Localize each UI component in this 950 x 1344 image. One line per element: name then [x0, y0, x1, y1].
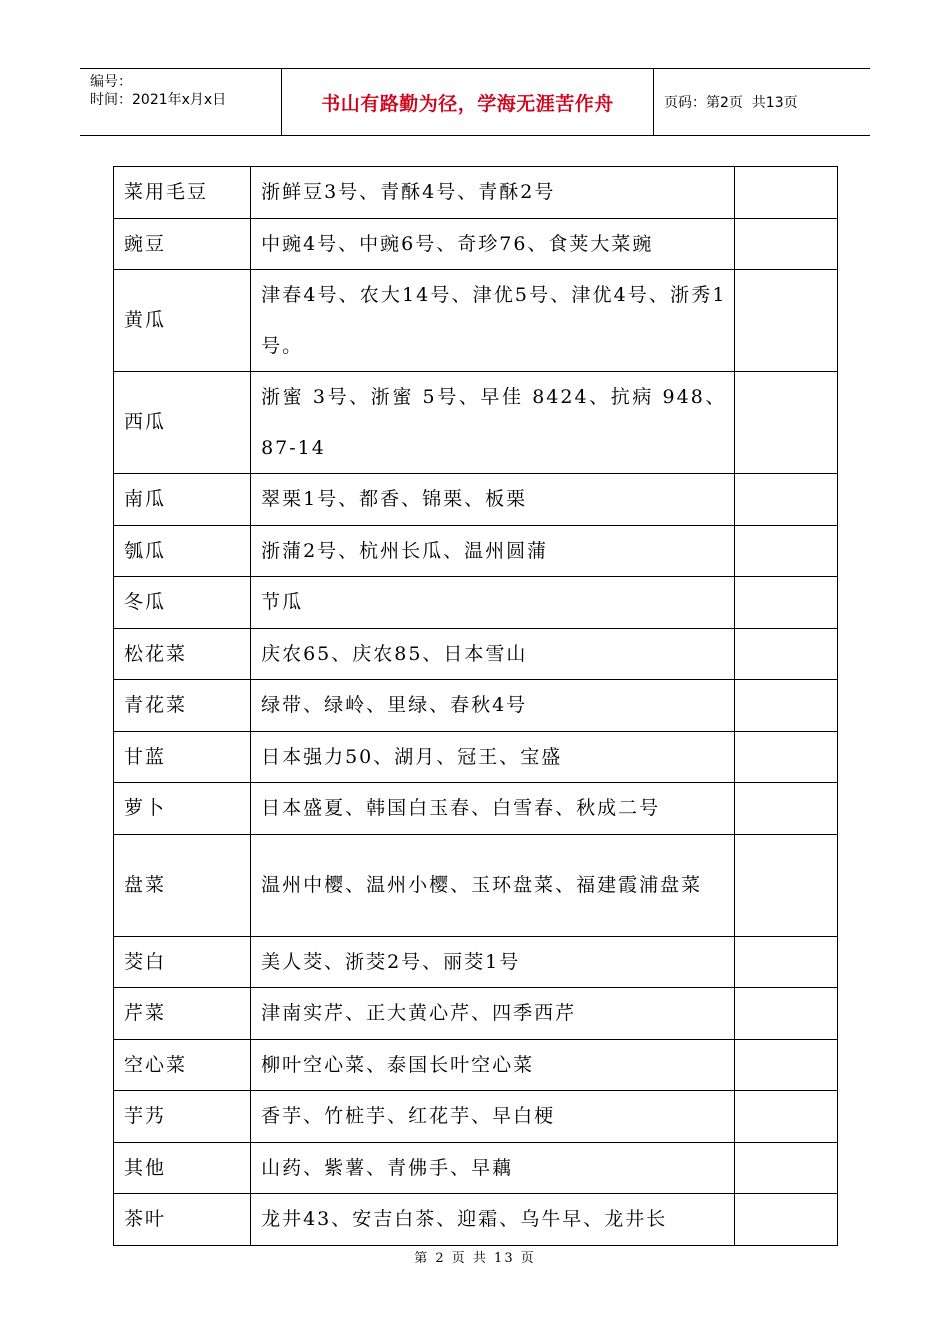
note-cell — [735, 218, 838, 270]
note-cell — [735, 1039, 838, 1091]
table-row — [114, 474, 838, 526]
table-row — [114, 936, 838, 988]
varieties-cell: 香芋、竹桩芋、红花芋、早白梗 — [251, 1091, 735, 1143]
note-cell — [735, 525, 838, 577]
note-cell — [735, 372, 838, 474]
varieties-cell: 庆农65、庆农85、日本雪山 — [251, 628, 735, 680]
crop-name-cell: 菜用毛豆 — [114, 167, 251, 219]
varieties-cell: 翠栗1号、都香、锦栗、板栗 — [251, 474, 735, 526]
varieties-cell: 浙蒲2号、杭州长瓜、温州圆蒲 — [251, 525, 735, 577]
header-page-info — [654, 69, 870, 135]
document-number-label: 编号： — [90, 74, 132, 90]
crop-name-cell: 南瓜 — [114, 474, 251, 526]
variety-table-body — [114, 167, 838, 1246]
crop-name-cell: 瓠瓜 — [114, 525, 251, 577]
table-row — [114, 680, 838, 732]
page-footer: 第 2 页 共 13 页 — [414, 1251, 536, 1266]
table-row — [114, 218, 838, 270]
varieties-cell: 美人茭、浙茭2号、丽茭1号 — [251, 936, 735, 988]
table-row — [114, 834, 838, 936]
crop-name-cell: 芹菜 — [114, 988, 251, 1040]
note-cell — [735, 1194, 838, 1246]
varieties-cell: 津南实芹、正大黄心芹、四季西芹 — [251, 988, 735, 1040]
crop-name-cell: 豌豆 — [114, 218, 251, 270]
crop-name-cell: 松花菜 — [114, 628, 251, 680]
note-cell — [735, 936, 838, 988]
note-cell — [735, 1091, 838, 1143]
note-cell — [735, 1142, 838, 1194]
table-row — [114, 1039, 838, 1091]
table-row — [114, 628, 838, 680]
varieties-cell: 山药、紫薯、青佛手、早藕 — [251, 1142, 735, 1194]
table-row — [114, 783, 838, 835]
document-date-label: 时间：2021年x月x日 — [90, 92, 227, 108]
header-meta — [80, 69, 282, 135]
crop-name-cell: 盘菜 — [114, 834, 251, 936]
table-row — [114, 525, 838, 577]
varieties-cell: 龙井43、安吉白茶、迎霜、乌牛早、龙井长 — [251, 1194, 735, 1246]
note-cell — [735, 577, 838, 629]
note-cell — [735, 167, 838, 219]
varieties-cell: 绿带、绿岭、里绿、春秋4号 — [251, 680, 735, 732]
table-row — [114, 1091, 838, 1143]
crop-name-cell: 甘蓝 — [114, 731, 251, 783]
varieties-cell: 中豌4号、中豌6号、奇珍76、食荚大菜豌 — [251, 218, 735, 270]
note-cell — [735, 628, 838, 680]
table-row — [114, 988, 838, 1040]
crop-name-cell: 萝卜 — [114, 783, 251, 835]
crop-name-cell: 茶叶 — [114, 1194, 251, 1246]
varieties-cell: 浙鲜豆3号、青酥4号、青酥2号 — [251, 167, 735, 219]
varieties-cell: 日本盛夏、韩国白玉春、白雪春、秋成二号 — [251, 783, 735, 835]
table-row — [114, 167, 838, 219]
varieties-cell: 津春4号、农大14号、津优5号、津优4号、浙秀1号。 — [251, 270, 735, 372]
note-cell — [735, 680, 838, 732]
table-row — [114, 731, 838, 783]
note-cell — [735, 731, 838, 783]
note-cell — [735, 834, 838, 936]
crop-name-cell: 芋艿 — [114, 1091, 251, 1143]
crop-name-cell: 冬瓜 — [114, 577, 251, 629]
crop-name-cell: 空心菜 — [114, 1039, 251, 1091]
crop-name-cell: 黄瓜 — [114, 270, 251, 372]
header-motto: 书山有路勤为径，学海无涯苦作舟 — [282, 69, 654, 135]
page-header — [80, 68, 870, 136]
note-cell — [735, 270, 838, 372]
table-row — [114, 1142, 838, 1194]
varieties-cell: 浙蜜 3号、浙蜜 5号、早佳 8424、抗病 948、87-14 — [251, 372, 735, 474]
varieties-cell: 节瓜 — [251, 577, 735, 629]
note-cell — [735, 988, 838, 1040]
variety-table — [113, 166, 838, 1246]
table-row — [114, 1194, 838, 1246]
crop-name-cell: 其他 — [114, 1142, 251, 1194]
crop-name-cell: 青花菜 — [114, 680, 251, 732]
note-cell — [735, 783, 838, 835]
note-cell — [735, 474, 838, 526]
table-row — [114, 270, 838, 372]
varieties-cell: 温州中樱、温州小樱、玉环盘菜、福建霞浦盘菜 — [251, 834, 735, 936]
table-row — [114, 577, 838, 629]
header-page-info-text: 页码：第2页 共13页 — [664, 95, 798, 111]
varieties-cell: 日本强力50、湖月、冠王、宝盛 — [251, 731, 735, 783]
crop-name-cell: 西瓜 — [114, 372, 251, 474]
table-row — [114, 372, 838, 474]
varieties-cell: 柳叶空心菜、泰国长叶空心菜 — [251, 1039, 735, 1091]
crop-name-cell: 茭白 — [114, 936, 251, 988]
